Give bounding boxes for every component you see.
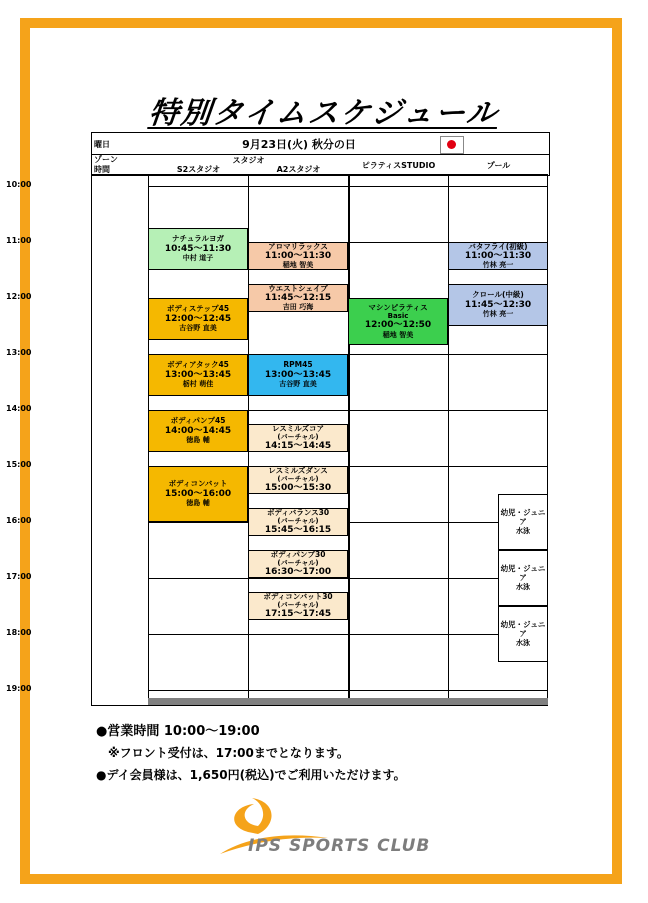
header-date-row bbox=[91, 132, 550, 156]
pool-class-block[interactable] bbox=[448, 284, 548, 326]
class-name: ウエストシェイプ bbox=[268, 283, 328, 293]
class-name: ボディステップ45 bbox=[166, 304, 230, 314]
page-title: 特別タイムスケジュール bbox=[146, 96, 501, 131]
time-label-5: 15:00 bbox=[6, 460, 32, 469]
a2-class-block[interactable] bbox=[248, 284, 348, 312]
class-sub: (バーチャル) bbox=[277, 559, 319, 568]
class-sub: (バーチャル) bbox=[277, 517, 319, 526]
class-name: 幼児・ジュニア bbox=[500, 564, 546, 582]
class-sub: 水泳 bbox=[516, 638, 530, 647]
class-time: 13:00～13:45 bbox=[264, 370, 332, 381]
hour-line bbox=[148, 690, 548, 691]
column-s2: S2スタジオ bbox=[176, 165, 221, 174]
class-name: RPM45 bbox=[283, 360, 313, 370]
class-sub: Basic bbox=[387, 312, 409, 321]
s2-class-block[interactable] bbox=[148, 354, 248, 396]
class-time: 14:15～14:45 bbox=[264, 441, 332, 452]
pool-class-block[interactable] bbox=[498, 494, 548, 550]
class-time: 13:00～13:45 bbox=[164, 370, 232, 381]
column-pilates: ピラティスSTUDIO bbox=[361, 160, 436, 170]
time-label-6: 16:00 bbox=[6, 516, 32, 525]
class-instructor: 栃村 萌佳 bbox=[182, 380, 214, 389]
time-label-4: 14:00 bbox=[6, 404, 32, 413]
class-name: ボディバランス30 bbox=[266, 507, 330, 517]
column-a2: A2スタジオ bbox=[276, 165, 321, 174]
a2-class-block[interactable] bbox=[248, 466, 348, 494]
pool-class-block[interactable] bbox=[498, 606, 548, 662]
class-instructor: 稲地 智美 bbox=[382, 330, 414, 339]
class-sub: 水泳 bbox=[516, 526, 530, 535]
class-time: 14:00～14:45 bbox=[164, 426, 232, 437]
s2-class-block[interactable] bbox=[148, 298, 248, 340]
class-name: 幼児・ジュニア bbox=[500, 508, 546, 526]
class-name: バタフライ(初級) bbox=[468, 241, 528, 251]
class-time: 11:45～12:15 bbox=[264, 293, 332, 304]
front-desk-note: ※フロント受付は、17:00までとなります。 bbox=[108, 746, 349, 760]
class-name: レスミルズダンス bbox=[268, 465, 328, 475]
s2-class-block[interactable] bbox=[148, 466, 248, 522]
class-instructor: 竹林 亮一 bbox=[482, 310, 514, 319]
pilates-class-block[interactable] bbox=[348, 298, 448, 345]
a2-class-block[interactable] bbox=[248, 592, 348, 620]
column-divider bbox=[348, 174, 350, 706]
pool-class-block[interactable] bbox=[448, 242, 548, 270]
class-sub: (バーチャル) bbox=[277, 475, 319, 484]
hour-line bbox=[148, 522, 548, 523]
class-name: ボディパンプ30 bbox=[270, 549, 326, 559]
time-label-1: 11:00 bbox=[6, 236, 32, 245]
header-column-row bbox=[91, 154, 550, 176]
time-label: 時間 bbox=[94, 165, 110, 174]
class-time: 11:00～11:30 bbox=[464, 251, 532, 262]
class-name: クロール(中級) bbox=[472, 290, 524, 300]
class-time: 11:00～11:30 bbox=[264, 251, 332, 262]
column-pool: プール bbox=[486, 160, 511, 170]
business-hours: ●営業時間 10:00～19:00 bbox=[96, 724, 260, 739]
s2-class-block[interactable] bbox=[148, 410, 248, 452]
time-label-9: 19:00 bbox=[6, 684, 32, 693]
class-name: ボディパンプ45 bbox=[170, 416, 226, 426]
class-time: 10:45～11:30 bbox=[164, 244, 232, 255]
a2-class-block[interactable] bbox=[248, 508, 348, 536]
class-instructor: 古谷野 直美 bbox=[279, 380, 317, 389]
class-name: 幼児・ジュニア bbox=[500, 620, 546, 638]
class-name: アロマリラックス bbox=[268, 241, 328, 251]
time-label-8: 18:00 bbox=[6, 628, 32, 637]
class-instructor: 徳島 輔 bbox=[186, 436, 210, 445]
a2-class-block[interactable] bbox=[248, 424, 348, 452]
time-label-0: 10:00 bbox=[6, 180, 32, 189]
class-time: 12:00～12:45 bbox=[164, 314, 232, 325]
class-instructor: 古谷野 直美 bbox=[179, 324, 217, 333]
class-instructor: 稲地 智美 bbox=[282, 261, 314, 270]
class-time: 15:00～16:00 bbox=[164, 489, 232, 500]
class-name: レスミルズコア bbox=[271, 423, 325, 433]
zone-label: ゾーン bbox=[94, 155, 118, 164]
day-member-note: ●デイ会員様は、1,650円(税込)でご利用いただけます。 bbox=[96, 768, 406, 782]
time-label-2: 12:00 bbox=[6, 292, 32, 301]
class-instructor: 中村 道子 bbox=[182, 254, 214, 263]
class-instructor: 徳島 輔 bbox=[186, 499, 210, 508]
logo-text: IPS SPORTS CLUB bbox=[248, 836, 431, 856]
japan-flag-icon bbox=[440, 136, 464, 154]
class-time: 17:15～17:45 bbox=[264, 609, 332, 620]
class-sub: (バーチャル) bbox=[277, 601, 319, 610]
class-name: ボディアタック45 bbox=[167, 360, 229, 370]
hour-line bbox=[148, 578, 548, 579]
footer-bar bbox=[148, 698, 548, 705]
class-name: ボディコンバット bbox=[168, 479, 228, 489]
class-time: 11:45～12:30 bbox=[464, 300, 532, 311]
hour-line bbox=[148, 634, 548, 635]
studio-group-label: スタジオ bbox=[232, 155, 265, 165]
a2-class-block[interactable] bbox=[248, 354, 348, 396]
class-sub: (バーチャル) bbox=[277, 433, 319, 442]
date-text: 9月23日(火) 秋分の日 bbox=[242, 138, 356, 151]
class-name: マシンピラティス bbox=[368, 302, 428, 312]
class-sub: 水泳 bbox=[516, 582, 530, 591]
class-instructor: 吉田 巧海 bbox=[282, 303, 314, 312]
a2-class-block[interactable] bbox=[248, 550, 348, 578]
class-time: 16:30～17:00 bbox=[264, 567, 332, 578]
pool-class-block[interactable] bbox=[498, 550, 548, 606]
class-instructor: 竹林 亮一 bbox=[482, 261, 514, 270]
a2-class-block[interactable] bbox=[248, 242, 348, 270]
time-label-7: 17:00 bbox=[6, 572, 32, 581]
class-name: ボディコンバット30 bbox=[263, 591, 333, 601]
hour-line bbox=[148, 186, 548, 187]
day-label: 曜日 bbox=[94, 139, 110, 149]
class-name: ナチュラルヨガ bbox=[171, 234, 225, 244]
time-label-3: 13:00 bbox=[6, 348, 32, 357]
s2-class-block[interactable] bbox=[148, 228, 248, 270]
class-time: 15:45～16:15 bbox=[264, 525, 332, 536]
class-time: 15:00～15:30 bbox=[264, 483, 332, 494]
class-time: 12:00～12:50 bbox=[364, 320, 432, 331]
